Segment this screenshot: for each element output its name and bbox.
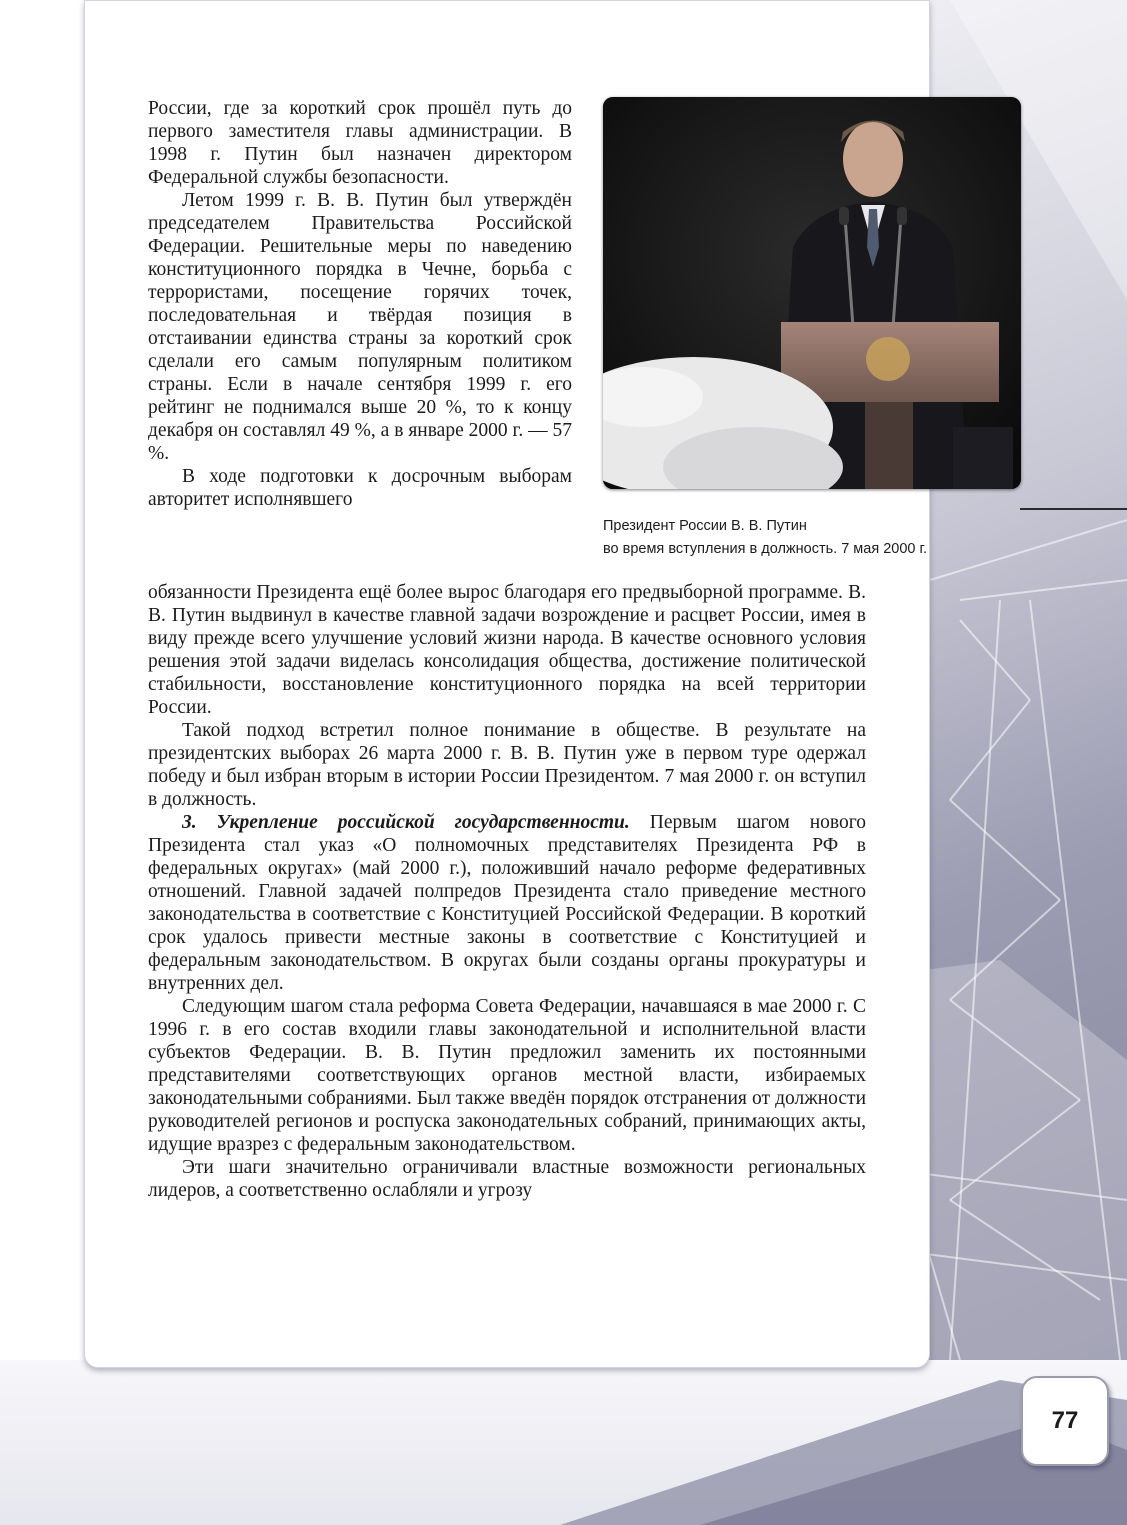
caption-line-1: Президент России В. В. Путин [603,518,807,534]
paragraph-section-3 [148,811,866,995]
paragraph-1999: Летом 1999 г. В. В. Путин был утверждён председателем Правительства Российской Федерации. Решительные меры по наведению конституционного порядка в Чечне, борьба с террористами, посещение горячих точек, последовательная и твёрдая позиция в отстаивании единства страны за короткий срок сделали его самым популярным политиком страны. Если в начале сентября 1999 г. его рейтинг не поднимался выше 20 %, то к концу декабря он составлял 49 %, а в январе 2000 г. — 57 %. [148,190,572,464]
paragraph-elections-start: В ходе подготовки к досрочным выборам авторитет исполнявшего [148,466,572,510]
paragraph-federation-council: Следующим шагом стала реформа Совета Федерации, начавшаяся в мае 2000 г. С 1996 г. в его состав входили главы законодательной и исполнительной власти субъектов Федерации. В. В. Путин предложил заменить их постоянными представителями соответствующих органов местной власти, избираемых законодательными собраниями. Был также введён порядок отстранения от должности руководителей регионов и роспуска законодательных собраний, принимающих акты, идущие вразрез с федеральным законодательством. [148,996,866,1155]
paragraph-regional-leaders: Эти шаги значительно ограничивали властные возможности региональных лидеров, а соответственно ослабляли и угрозу [148,1157,866,1201]
bottom-decoration [0,1360,1127,1525]
left-column-text [148,97,572,511]
page-number: 77 [1021,1376,1109,1466]
paragraph-program: обязанности Президента ещё более вырос благодаря его предвыборной программе. В. В. Путин выдвинул в качестве главной задачи возрождение и расцвет России, имея в виду прежде всего улучшение условий жизни народа. В качестве основного условия решения этой задачи виделась консолидация общества, достижение политической стабильности, восстановление конституционного порядка на всей территории России. [148,582,866,718]
paragraph-election-result: Такой подход встретил полное понимание в обществе. В результате на президентских выборах 26 марта 2000 г. В. В. Путин уже в первом туре одержал победу и был избран вторым в истории России Президентом. 7 мая 2000 г. он вступил в должность. [148,720,866,810]
paragraph-intro: России, где за короткий срок прошёл путь до первого заместителя главы администрации. В 1998 г. Путин был назначен директором Федеральной службы безопасности. [148,98,572,188]
full-width-text [148,581,866,1202]
section-heading: 3. Укрепление российской государственности. [182,812,630,833]
caption-line-2: во время вступления в должность. 7 мая 2000 г. [603,541,928,557]
photo-caption [603,515,1063,561]
photo-putin-inauguration [603,97,1021,489]
section-body: Первым шагом нового Президента стал указ «О полномочных представителях Президента РФ в федеральных округах» (май 2000 г.), положивший начало реформе федеративных отношений. Главной задачей полпредов Президента стало приведение местного законодательства в соответствие с Конституцией Российской Федерации. В короткий срок удалось привести местные законы в соответствие с Конституцией и федеральным законодательством. В округах были созданы органы прокуратуры и внутренних дел. [148,812,867,994]
caption-divider [1020,508,1127,510]
